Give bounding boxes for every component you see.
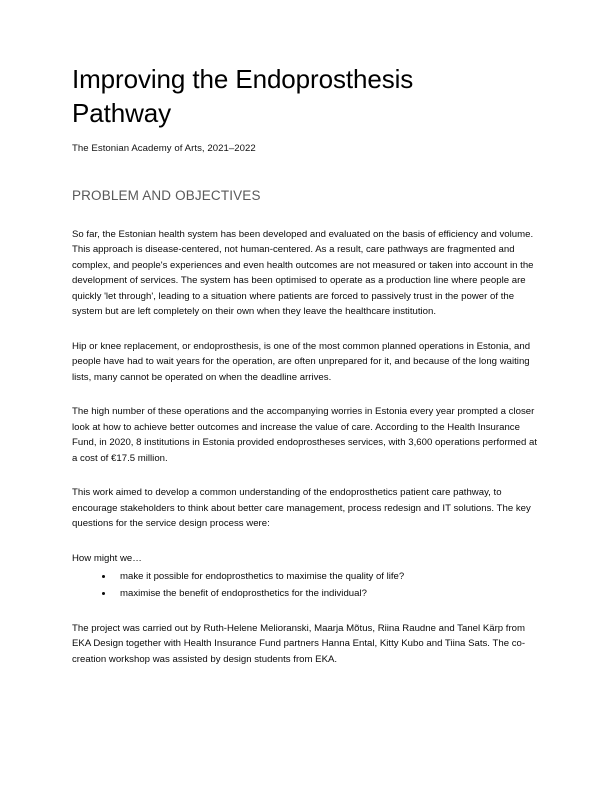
section-heading-problem-and-objectives: PROBLEM AND OBJECTIVES xyxy=(72,187,261,203)
key-questions-list xyxy=(72,569,540,602)
page-title: Improving the Endoprosthesis Pathway xyxy=(72,64,414,128)
body-paragraph-1: So far, the Estonian health system has been developed and evaluated on the basis of efficiency and volume. This approach is disease-centered, not human-centered. As a result, care pathways are fragmented and complex, and people's experiences and even health outcomes are not measured or taken into account in the development of services. The system has been optimised to operate as a production line where people are quickly 'let through', leading to a situation where patients are forced to passively trust in the power of the system but are left completely on their own when they leave the healthcare institution. xyxy=(72,228,534,318)
body-paragraph-4: This work aimed to develop a common understanding of the endoprosthetics patient care pathway, to encourage stakeholders to think about better care management, process redesign and IT solutions. The key questions for the service design process were: xyxy=(72,487,531,530)
body-paragraph-3: The high number of these operations and the accompanying worries in Estonia every year prompted a closer look at how to achieve better outcomes and increase the value of care. According to the Health Insurance Fund, in 2020, 8 institutions in Estonia provided endoprostheses services, with 3,600 operations performed at a cost of €17.5 million. xyxy=(72,406,538,464)
document-subtitle: The Estonian Academy of Arts, 2021–2022 xyxy=(72,142,256,154)
list-item: make it possible for endoprosthetics to maximise the quality of life? xyxy=(102,569,540,585)
questions-lead-in: How might we… xyxy=(72,553,142,564)
list-item: maximise the benefit of endoprosthetics for the individual? xyxy=(102,586,540,602)
project-credits-paragraph: The project was carried out by Ruth-Helene Melioranski, Maarja Mõtus, Riina Raudne and Tanel Kärp from EKA Design together with Health Insurance Fund partners Hanna Ental, Kitty Kubo and Tiina Sats. The co-creation workshop was assisted by design students from EKA. xyxy=(72,622,526,665)
document-content xyxy=(72,63,540,667)
body-paragraph-2: Hip or knee replacement, or endoprosthesis, is one of the most common planned operations in Estonia, and people have had to wait years for the operation, are often unprepared for it, and because of the long waiting lists, many cannot be operated on when the deadline arrives. xyxy=(72,340,531,383)
